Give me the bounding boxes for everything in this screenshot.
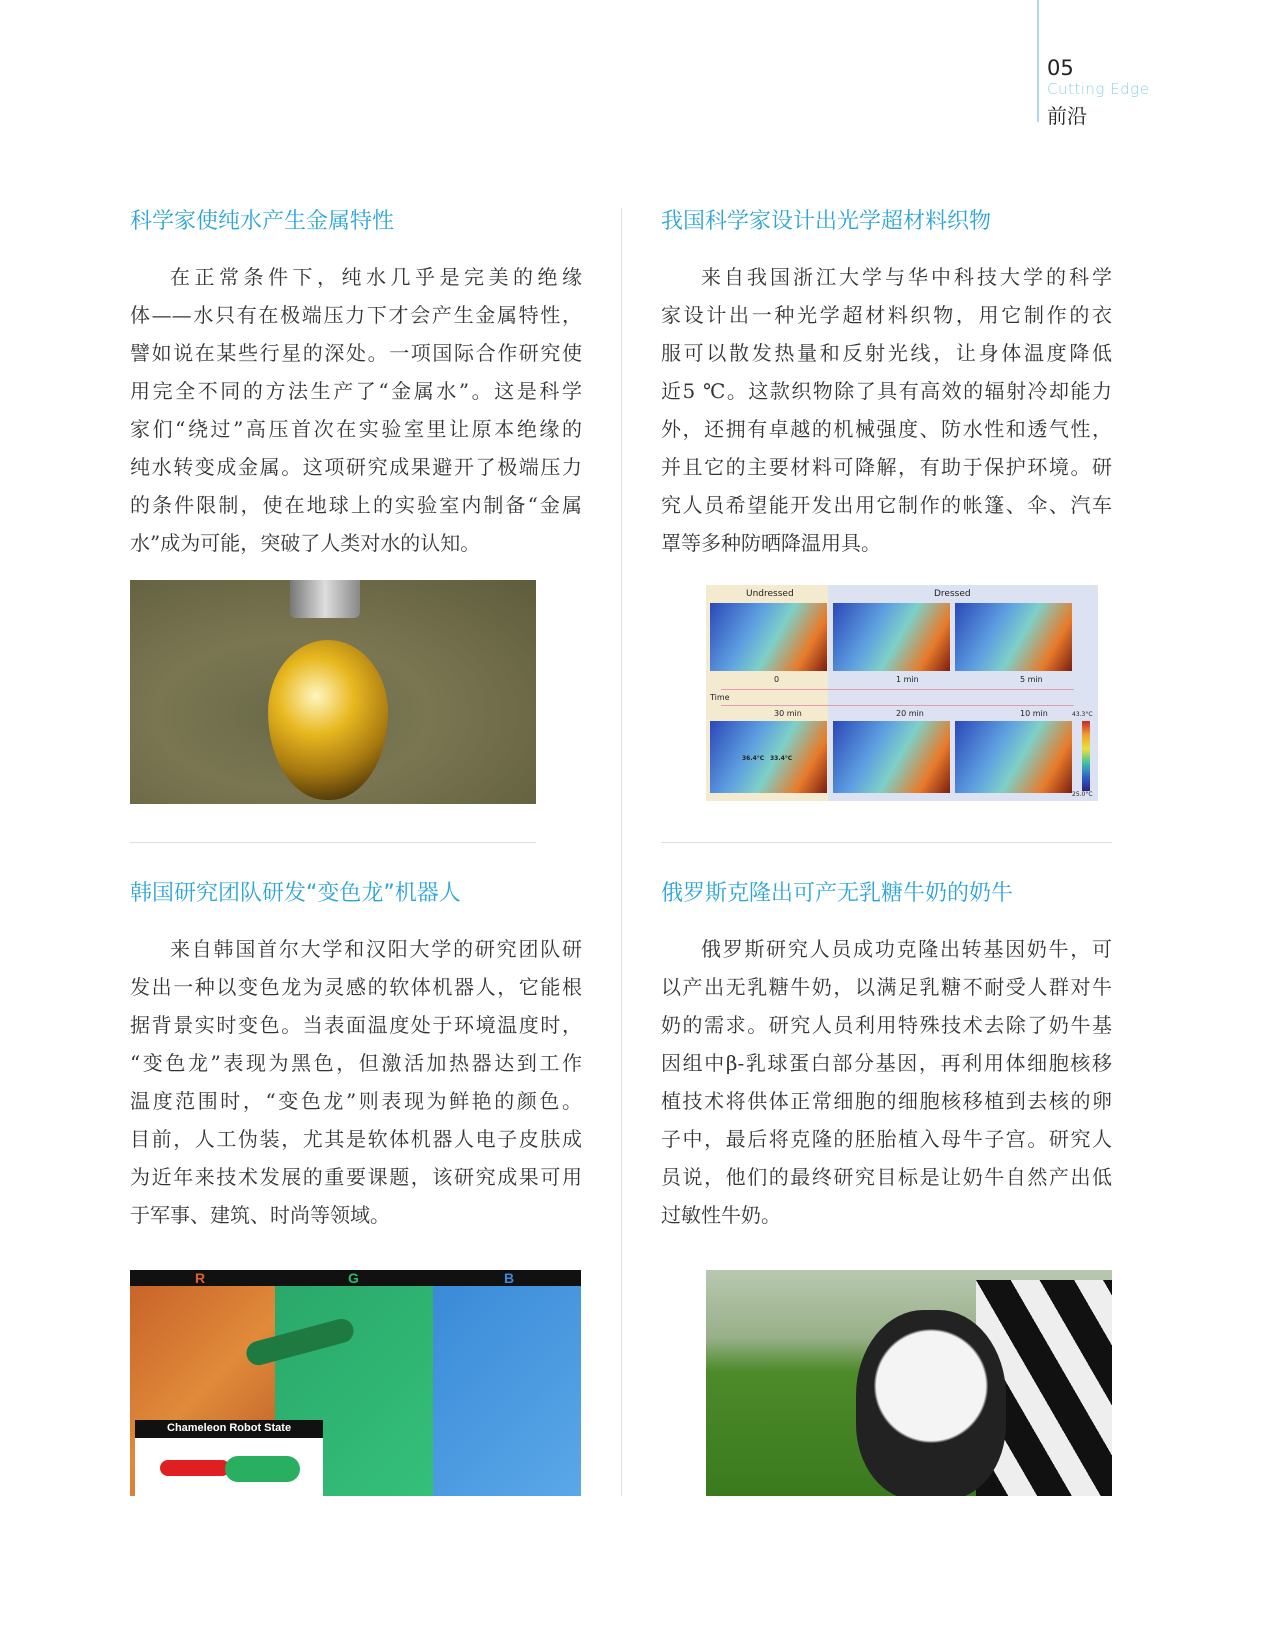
- section-title-en: Cutting Edge: [1047, 80, 1150, 98]
- time-label: 0: [774, 675, 780, 684]
- scale-min: 25.0°C: [1072, 791, 1093, 798]
- body-line: 来自韩国首尔大学和汉阳大学的研究团队研: [170, 937, 582, 961]
- body-line: 于军事、建筑、时尚等领域。: [130, 1203, 390, 1227]
- body-line: “变色龙”表现为黑色，但激活加热器达到工作: [130, 1051, 582, 1075]
- label-b: B: [504, 1270, 515, 1286]
- body-line: 纯水转变成金属。这项研究成果避开了极端压力: [130, 455, 582, 479]
- time-label: 1 min: [896, 675, 919, 684]
- color-scale-bar: [1082, 721, 1090, 791]
- temp-label: 36.4°C: [742, 755, 765, 762]
- article-body: [130, 930, 582, 1234]
- article-body: [130, 258, 582, 562]
- section-divider: [661, 842, 1112, 843]
- metal-water-droplet-image: [130, 580, 536, 804]
- article-title: 韩国研究团队研发“变色龙”机器人: [130, 881, 461, 906]
- article-body: [661, 930, 1112, 1234]
- time-label: 30 min: [774, 709, 802, 718]
- chameleon-robot-image: [130, 1270, 581, 1496]
- time-axis-label: Time: [710, 693, 730, 702]
- body-line: 体——水只有在极端压力下才会产生金属特性，: [130, 303, 582, 327]
- time-label: 20 min: [896, 709, 924, 718]
- article-title: 俄罗斯克隆出可产无乳糖牛奶的奶牛: [661, 881, 1014, 906]
- body-line: 的条件限制，使在地球上的实验室内制备“金属: [130, 493, 582, 517]
- body-line: 究人员希望能开发出用它制作的帐篷、伞、汽车: [661, 493, 1112, 517]
- time-label: 5 min: [1020, 675, 1043, 684]
- article-body: [661, 258, 1112, 562]
- time-label: 10 min: [1020, 709, 1048, 718]
- body-line: 过敏性牛奶。: [661, 1203, 781, 1227]
- body-line: 以产出无乳糖牛奶，以满足乳糖不耐受人群对牛: [661, 975, 1112, 999]
- body-line: 家设计出一种光学超材料织物，用它制作的衣: [661, 303, 1112, 327]
- body-line: 近5 ℃。这款织物除了具有高效的辐射冷却能力: [661, 379, 1112, 403]
- header-rule: [1037, 0, 1039, 122]
- body-line: 奶的需求。研究人员利用特殊技术去除了奶牛基: [661, 1013, 1112, 1037]
- body-line: 子中，最后将克隆的胚胎植入母牛子宫。研究人: [661, 1127, 1112, 1151]
- body-line: 员说，他们的最终研究目标是让奶牛自然产出低: [661, 1165, 1112, 1189]
- label-r: R: [195, 1270, 206, 1286]
- body-line: 为近年来技术发展的重要课题，该研究成果可用: [130, 1165, 582, 1189]
- body-line: 服可以散发热量和反射光线，让身体温度降低: [661, 341, 1112, 365]
- robot-state-caption: Chameleon Robot State: [135, 1420, 323, 1438]
- article-title: 科学家使纯水产生金属特性: [130, 209, 395, 234]
- scale-max: 43.3°C: [1072, 711, 1093, 718]
- body-line: 譬如说在某些行星的深处。一项国际合作研究使: [130, 341, 582, 365]
- body-line: 水”成为可能，突破了人类对水的认知。: [130, 531, 481, 555]
- label-undressed: Undressed: [746, 589, 794, 599]
- body-line: 据背景实时变色。当表面温度处于环境温度时，: [130, 1013, 582, 1037]
- body-line: 温度范围时，“变色龙”则表现为鲜艳的颜色。: [130, 1089, 582, 1113]
- body-line: 并且它的主要材料可降解，有助于保护环境。研: [661, 455, 1112, 479]
- body-line: 植技术将供体正常细胞的细胞核移植到去核的卵: [661, 1089, 1112, 1113]
- thermal-fabric-figure: [706, 585, 1098, 801]
- body-line: 外，还拥有卓越的机械强度、防水性和透气性，: [661, 417, 1112, 441]
- temp-label: 33.4°C: [770, 755, 793, 762]
- body-line: 目前，人工伪装，尤其是软体机器人电子皮肤成: [130, 1127, 582, 1151]
- cow-image: [706, 1270, 1112, 1496]
- section-title-cn: 前沿: [1047, 104, 1087, 128]
- label-g: G: [348, 1270, 359, 1286]
- label-dressed: Dressed: [934, 589, 971, 599]
- body-line: 家们“绕过”高压首次在实验室里让原本绝缘的: [130, 417, 582, 441]
- body-line: 来自我国浙江大学与华中科技大学的科学: [701, 265, 1112, 289]
- page-number: 05: [1047, 56, 1074, 80]
- section-divider: [130, 842, 536, 843]
- column-divider: [621, 208, 622, 1496]
- body-line: 发出一种以变色龙为灵感的软体机器人，它能根: [130, 975, 582, 999]
- article-title: 我国科学家设计出光学超材料织物: [661, 209, 992, 234]
- body-line: 俄罗斯研究人员成功克隆出转基因奶牛，可: [701, 937, 1112, 961]
- body-line: 罩等多种防晒降温用具。: [661, 531, 881, 555]
- body-line: 因组中β-乳球蛋白部分基因，再利用体细胞核移: [661, 1051, 1112, 1075]
- body-line: 在正常条件下，纯水几乎是完美的绝缘: [170, 265, 582, 289]
- body-line: 用完全不同的方法生产了“金属水”。这是科学: [130, 379, 582, 403]
